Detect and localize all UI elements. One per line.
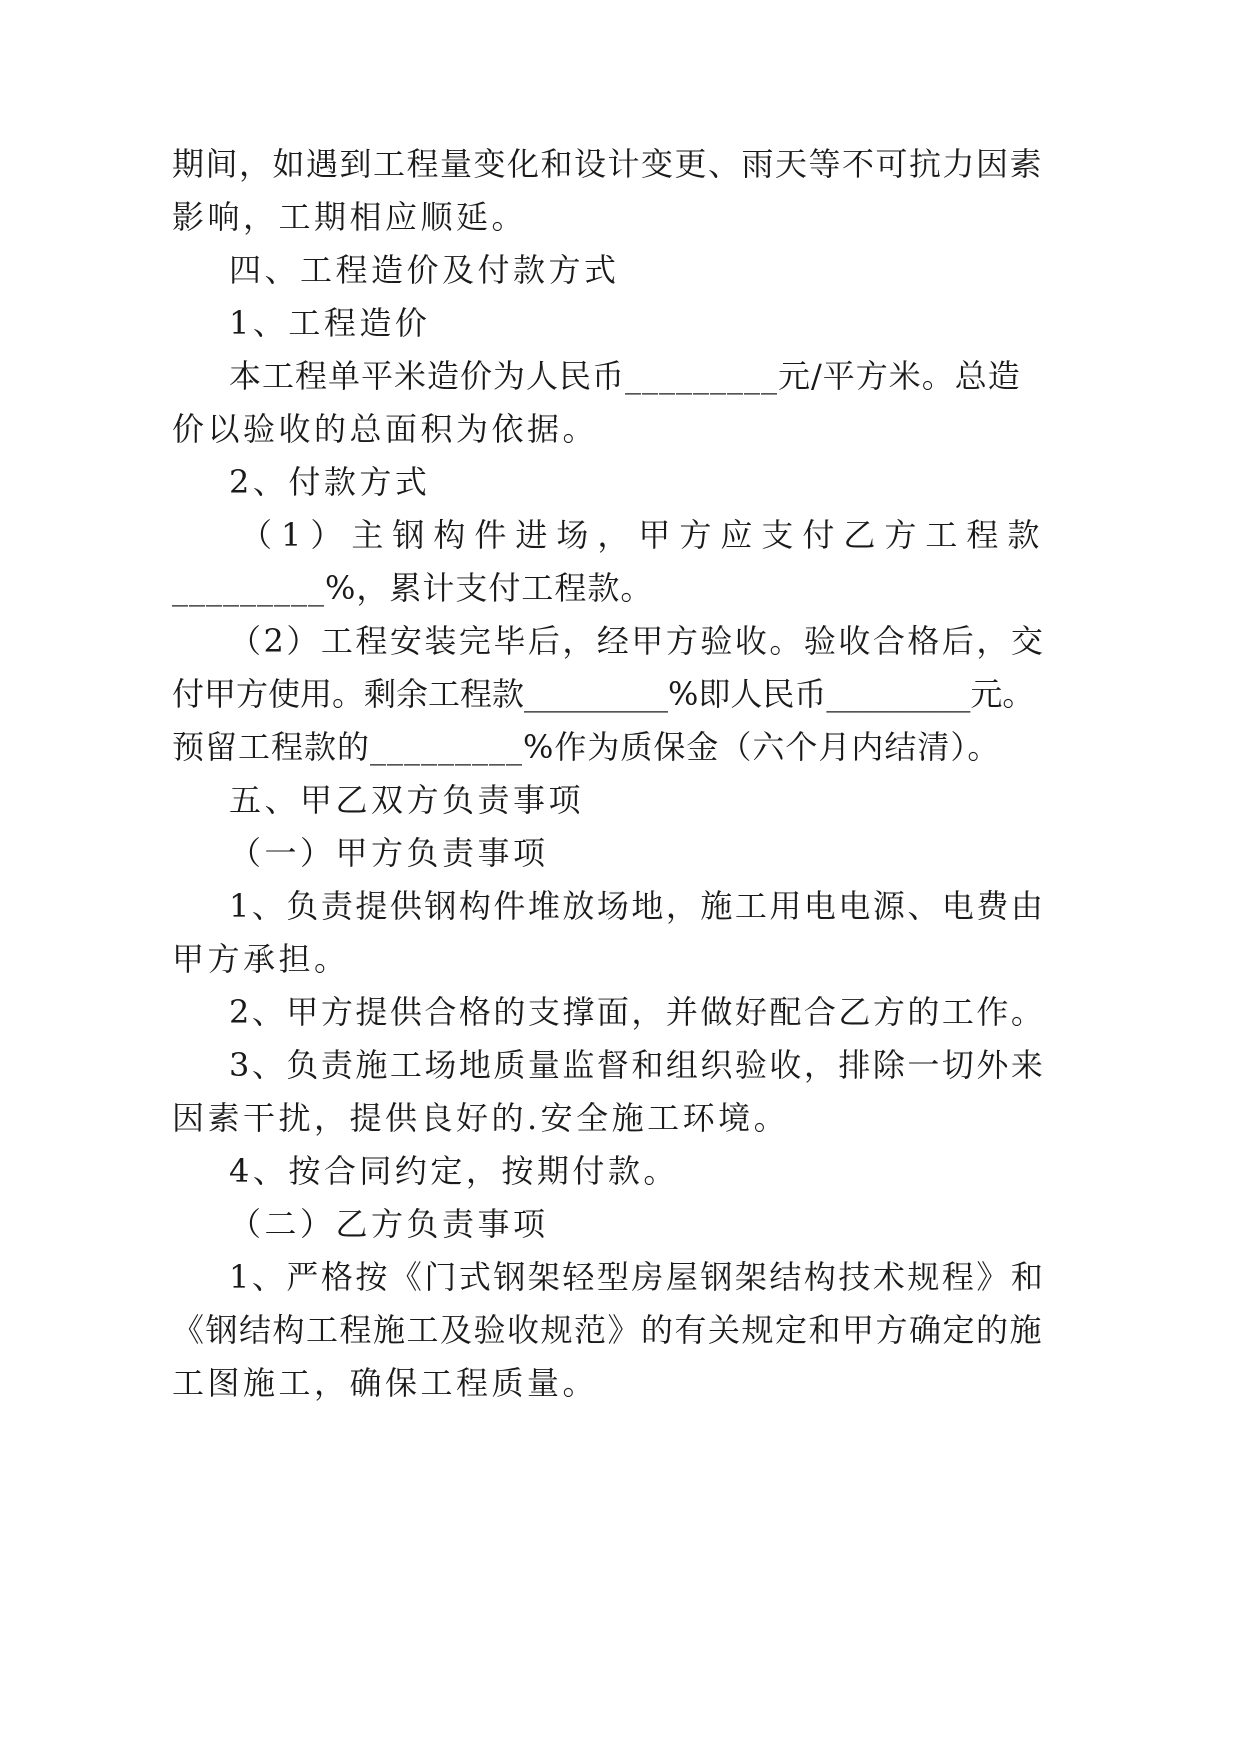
subsection-heading [0,824,1241,882]
subsection-heading [0,294,1241,352]
paragraph-line [0,983,1241,1041]
body-text: _________%，累计支付工程款。 [172,569,654,607]
body-text: 4、按合同约定，按期付款。 [229,1152,679,1190]
paragraph-line [0,347,1241,405]
paragraph-line [0,506,1241,564]
body-text: 预留工程款的_________%作为质保金（六个月内结清）。 [172,728,1001,766]
paragraph-line [0,1354,1241,1412]
body-text: 本工程单平米造价为人民币_________元/平方米。总造 [229,357,1021,395]
section-heading-text: 四、工程造价及付款方式 [229,251,620,289]
paragraph-line [0,1301,1241,1359]
paragraph-line [0,559,1241,617]
paragraph-line [0,665,1241,723]
paragraph-line [0,1036,1241,1094]
paragraph-line [0,1089,1241,1147]
subsection-heading [0,453,1241,511]
body-text: 1、严格按《门式钢架轻型房屋钢架结构技术规程》和 [229,1258,1046,1296]
paragraph-line [0,1248,1241,1306]
body-text: 因素干扰，提供良好的.安全施工环境。 [172,1099,790,1137]
paragraph-line [0,930,1241,988]
body-text: 影响，工期相应顺延。 [172,198,528,236]
body-text: 《钢结构工程施工及验收规范》的有关规定和甲方确定的施 [172,1311,1044,1349]
section-heading [0,771,1241,829]
paragraph-line [0,612,1241,670]
paragraph-line [0,188,1241,246]
body-text: 工图施工，确保工程质量。 [172,1364,599,1402]
body-text: 3、负责施工场地质量监督和组织验收，排除一切外来 [229,1046,1046,1084]
section-heading [0,241,1241,299]
paragraph-line [0,400,1241,458]
subsection-heading [0,1195,1241,1253]
subsection-heading-text: （一）甲方负责事项 [229,834,549,872]
body-text: 价以验收的总面积为依据。 [172,410,599,448]
subsection-heading-text: 1、工程造价 [229,304,431,342]
subsection-heading-text: （二）乙方负责事项 [229,1205,549,1243]
body-text: 甲方承担。 [172,940,350,978]
paragraph-line [0,877,1241,935]
paragraph-line [0,135,1241,193]
subsection-heading-text: 2、付款方式 [229,463,431,501]
paragraph-line [0,718,1241,776]
paragraph-line [0,1142,1241,1200]
body-text: （1）主钢构件进场，甲方应支付乙方工程款 [240,516,1049,554]
body-text: 2、甲方提供合格的支撑面，并做好配合乙方的工作。 [229,993,1046,1031]
body-text: （2）工程安装完毕后，经甲方验收。验收合格后，交 [229,622,1046,660]
section-heading-text: 五、甲乙双方负责事项 [229,781,585,819]
body-text: 付甲方使用。剩余工程款_________%即人民币_________元。 [172,675,1035,713]
body-text: 1、负责提供钢构件堆放场地，施工用电电源、电费由 [229,887,1046,925]
body-text: 期间，如遇到工程量变化和设计变更、雨天等不可抗力因素 [172,145,1044,183]
